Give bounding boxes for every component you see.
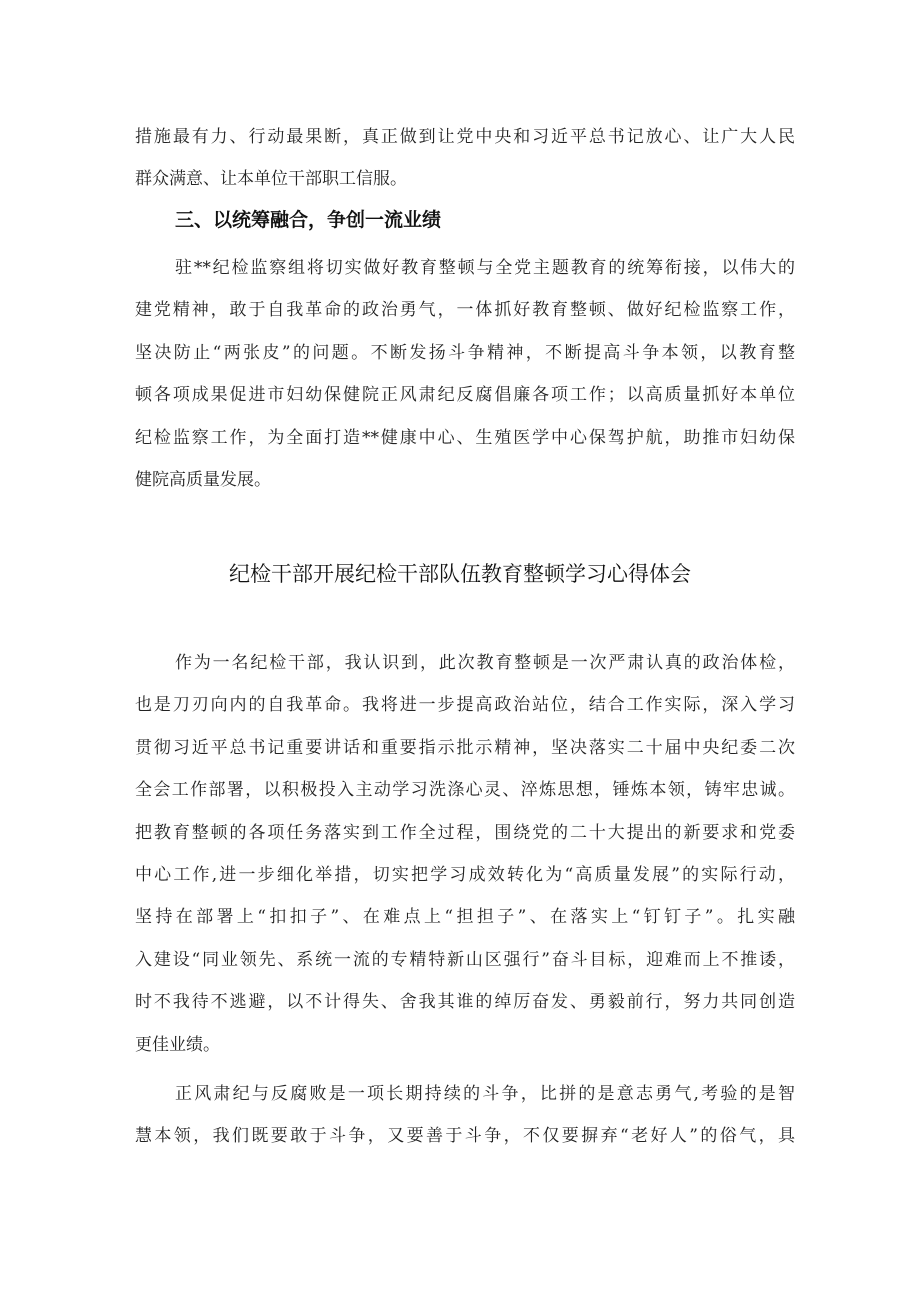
article-title: 纪检干部开展纪检干部队伍教育整顿学习心得体会 [229,562,691,586]
section3-line-1: 驻**纪检监察组将切实做好教育整顿与全党主题教育的统筹衔接，以伟大的 [175,258,795,278]
paragraph1-line-1: 作为一名纪检干部，我认识到，此次教育整顿是一次严肃认真的政治体检， [175,653,795,673]
paragraph1-line-10: 更佳业绩。 [135,1035,220,1055]
paragraph2-line-1: 正风肃纪与反腐败是一项长期持续的斗争，比拼的是意志勇气,考验的是智 [175,1084,795,1104]
section3-line-2: 建党精神，敢于自我革命的政治勇气，一体抓好教育整顿、做好纪检监察工作， [135,300,795,320]
paragraph1-line-9: 时不我待不逃避，以不计得失、舍我其谁的绰厉奋发、勇毅前行，努力共同创造 [135,992,795,1012]
section3-line-3: 坚决防止“两张皮”的问题。不断发扬斗争精神，不断提高斗争本领，以教育整 [135,343,795,363]
paragraph1-line-8: 入建设“同业领先、系统一流的专精特新山区强行”奋斗目标，迎难而上不推诿， [135,950,795,970]
section3-heading: 三、以统筹融合，争创一流业绩 [175,209,442,231]
section1-line-1: 措施最有力、行动最果断，真正做到让党中央和习近平总书记放心、让广大人民 [135,127,795,147]
paragraph1-line-6: 中心工作,进一步细化举措，切实把学习成效转化为“高质量发展”的实际行动， [135,865,795,885]
paragraph1-line-2: 也是刀刃向内的自我革命。我将进一步提高政治站位，结合工作实际，深入学习 [135,695,795,715]
paragraph1-line-7: 坚持在部署上“扣扣子”、在难点上“担担子”、在落实上“钉钉子”。扎实融 [135,907,795,927]
paragraph1-line-3: 贯彻习近平总书记重要讲话和重要指示批示精神，坚决落实二十届中央纪委二次 [135,738,795,758]
paragraph1-line-5: 把教育整顿的各项任务落实到工作全过程，围绕党的二十大提出的新要求和党委 [135,823,795,843]
section3-line-6: 健院高质量发展。 [135,470,271,490]
paragraph2-line-2: 慧本领，我们既要敢于斗争，又要善于斗争，不仅要摒弃“老好人”的俗气，具 [135,1126,795,1146]
paragraph1-line-4: 全会工作部署，以积极投入主动学习洗涤心灵、淬炼思想，锤炼本领，铸牢忠诚。 [135,780,795,800]
section3-line-5: 纪检监察工作，为全面打造**健康中心、生殖医学中心保驾护航，助推市妇幼保 [135,428,795,448]
section3-line-4: 顿各项成果促进市妇幼保健院正风肃纪反腐倡廉各项工作；以高质量抓好本单位 [135,385,795,405]
section1-line-2: 群众满意、让本单位干部职工信服。 [135,169,407,189]
